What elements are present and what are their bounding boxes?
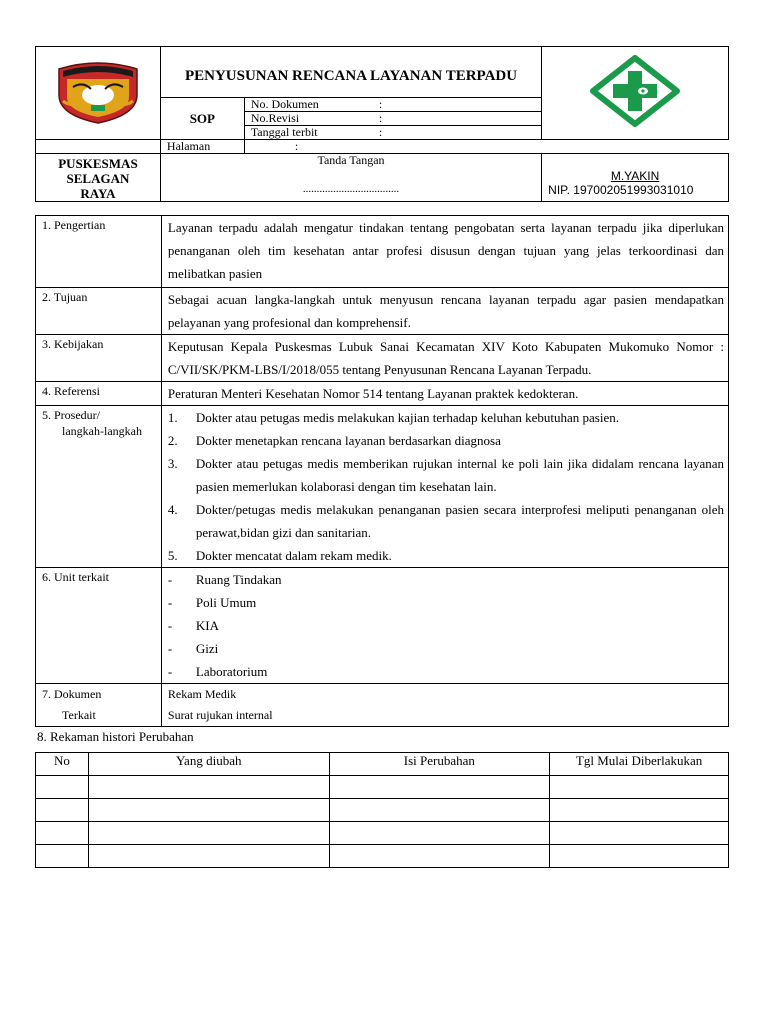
- field-label: No.Revisi: [250, 111, 300, 125]
- puskesmas-cross-icon: [587, 54, 683, 128]
- sop-header-table: [35, 46, 729, 202]
- column-header-isi-perubahan: Isi Perubahan: [329, 753, 550, 776]
- section-label-referensi: 4. Referensi: [36, 382, 162, 406]
- section-text-tujuan: Sebagai acuan langka-langkah untuk menyusun rencana layanan terpadu agar pasien mendapatkan pelayanan yang profesional dan komprehensif.: [161, 288, 728, 335]
- list-item: [168, 660, 724, 683]
- column-header-no: No: [36, 753, 89, 776]
- table-row: [36, 822, 729, 845]
- table-header-row: [36, 753, 729, 776]
- signer-info: [542, 154, 729, 202]
- list-item: [168, 544, 724, 567]
- signer-name: M.YAKIN: [610, 169, 660, 183]
- bullet-dash: -: [167, 572, 173, 587]
- table-cell[interactable]: [88, 776, 329, 799]
- table-row: [36, 776, 729, 799]
- table-cell[interactable]: [36, 845, 89, 868]
- related-units: [161, 568, 728, 684]
- section-text-kebijakan: Keputusan Kepala Puskesmas Lubuk Sanai Kecamatan XIV Koto Kabupaten Mukomuko Nomor : C/VII/SK/PKM-LBS/I/2018/055 tentang Penyusunan Rencana Layanan Terpadu.: [161, 335, 728, 382]
- document-item: Surat rujukan internal: [167, 708, 273, 722]
- table-cell[interactable]: [550, 845, 729, 868]
- table-cell[interactable]: [88, 822, 329, 845]
- unit-name: Laboratorium: [195, 664, 268, 679]
- org-line: PUSKESMAS: [58, 156, 138, 171]
- list-item: [168, 591, 724, 614]
- table-row: [36, 845, 729, 868]
- step-text: Dokter menetapkan rencana layanan berdasarkan diagnosa: [195, 433, 501, 448]
- list-item: [168, 637, 724, 660]
- section-label-kebijakan: 3. Kebijakan: [36, 335, 162, 382]
- step-number: 4.: [167, 502, 178, 517]
- field-label: Halaman: [166, 139, 211, 153]
- table-cell[interactable]: [329, 776, 550, 799]
- signature-area: [160, 154, 541, 202]
- table-cell[interactable]: [36, 776, 89, 799]
- document-title: PENYUSUNAN RENCANA LAYANAN TERPADU: [160, 47, 541, 98]
- step-number: 3.: [167, 456, 178, 471]
- bullet-dash: -: [167, 595, 173, 610]
- table-cell[interactable]: [329, 799, 550, 822]
- step-text: Dokter mencatat dalam rekam medik.: [195, 548, 392, 563]
- procedure-list: [168, 406, 724, 567]
- step-number: 5.: [167, 548, 178, 563]
- step-number: 2.: [167, 433, 178, 448]
- org-line: RAYA: [80, 186, 116, 201]
- sop-label: SOP: [160, 98, 244, 140]
- unit-name: Ruang Tindakan: [195, 572, 282, 587]
- history-title: 8. Rekaman histori Perubahan: [37, 729, 194, 744]
- list-item: [168, 568, 724, 591]
- table-cell[interactable]: [329, 845, 550, 868]
- list-item: [168, 452, 724, 498]
- table-cell[interactable]: [550, 822, 729, 845]
- sop-content-table: [35, 215, 729, 727]
- field-label: No. Dokumen: [250, 97, 319, 111]
- list-item: [168, 614, 724, 637]
- table-cell[interactable]: [550, 799, 729, 822]
- field-colon: :: [378, 125, 383, 139]
- table-cell[interactable]: [36, 822, 89, 845]
- document-item: Rekam Medik: [167, 687, 237, 701]
- list-item: [168, 429, 724, 452]
- table-cell[interactable]: [550, 776, 729, 799]
- related-documents: [161, 684, 728, 727]
- regency-emblem-icon: [53, 57, 143, 125]
- field-tanggal-terbit: [244, 126, 541, 140]
- bullet-dash: -: [167, 641, 173, 656]
- unit-name: Gizi: [195, 641, 219, 656]
- field-colon: :: [294, 139, 299, 153]
- section-text-pengertian: Layanan terpadu adalah mengatur tindakan tentang pengobatan serta layanan terpadu jika diperlukan penanganan oleh tim kesehatan antar profesi disusun dengan tujuan yang jelas terkoordinasi dan melibatkan pasien: [161, 216, 728, 288]
- section-text-referensi: Peraturan Menteri Kesehatan Nomor 514 tentang Layanan praktek kedokteran.: [161, 382, 728, 406]
- units-list: [168, 568, 724, 683]
- section-label-dokumen-terkait: [36, 684, 162, 727]
- section-label-tujuan: 2. Tujuan: [36, 288, 162, 335]
- puskesmas-logo-cell: [542, 47, 729, 140]
- regency-logo-cell: [36, 47, 161, 140]
- section-label-unit-terkait: 6. Unit terkait: [36, 568, 162, 684]
- table-cell[interactable]: [88, 845, 329, 868]
- signature-line: ...................................: [302, 183, 400, 195]
- section-label-prosedur: [36, 406, 162, 568]
- unit-name: Poli Umum: [195, 595, 257, 610]
- procedure-steps: [161, 406, 728, 568]
- field-colon: :: [378, 97, 383, 111]
- field-halaman: [160, 139, 299, 154]
- unit-name: KIA: [195, 618, 219, 633]
- step-text: Dokter atau petugas medis melakukan kajian terhadap keluhan kebutuhan pasien.: [195, 410, 619, 425]
- table-row: [36, 799, 729, 822]
- column-header-tgl-mulai: Tgl Mulai Diberlakukan: [550, 753, 729, 776]
- signer-nip: NIP. 197002051993031010: [548, 183, 694, 197]
- organization-name: [36, 154, 161, 202]
- label-line: 7. Dokumen: [42, 687, 102, 701]
- bullet-dash: -: [167, 618, 173, 633]
- sop-spacer: [36, 140, 161, 154]
- table-cell[interactable]: [329, 822, 550, 845]
- column-header-yang-diubah: Yang diubah: [88, 753, 329, 776]
- step-text: Dokter atau petugas medis memberikan rujukan internal ke poli lain jika didalam rencana layanan pasien memerlukan kolaborasi dengan tim kesehatan lain.: [195, 456, 724, 494]
- org-line: SELAGAN: [66, 171, 130, 186]
- section-label-pengertian: 1. Pengertian: [36, 216, 162, 288]
- step-number: 1.: [167, 410, 178, 425]
- table-cell[interactable]: [88, 799, 329, 822]
- label-line: 5. Prosedur/: [42, 408, 100, 422]
- label-line: langkah-langkah: [62, 424, 142, 438]
- field-no-dokumen: [244, 98, 541, 112]
- field-no-revisi: [244, 112, 541, 126]
- table-cell[interactable]: [36, 799, 89, 822]
- field-label: Tanggal terbit: [250, 125, 318, 139]
- field-colon: :: [378, 111, 383, 125]
- step-text: Dokter/petugas medis melakukan penanganan pasien secara interprofesi meliputi penanganan oleh perawat,bidan gizi dan sanitarian.: [195, 502, 724, 540]
- label-line: Terkait: [62, 708, 96, 722]
- bullet-dash: -: [167, 664, 173, 679]
- signature-label: Tanda Tangan: [317, 153, 385, 167]
- history-table: [35, 752, 729, 868]
- list-item: [168, 498, 724, 544]
- list-item: [168, 406, 724, 429]
